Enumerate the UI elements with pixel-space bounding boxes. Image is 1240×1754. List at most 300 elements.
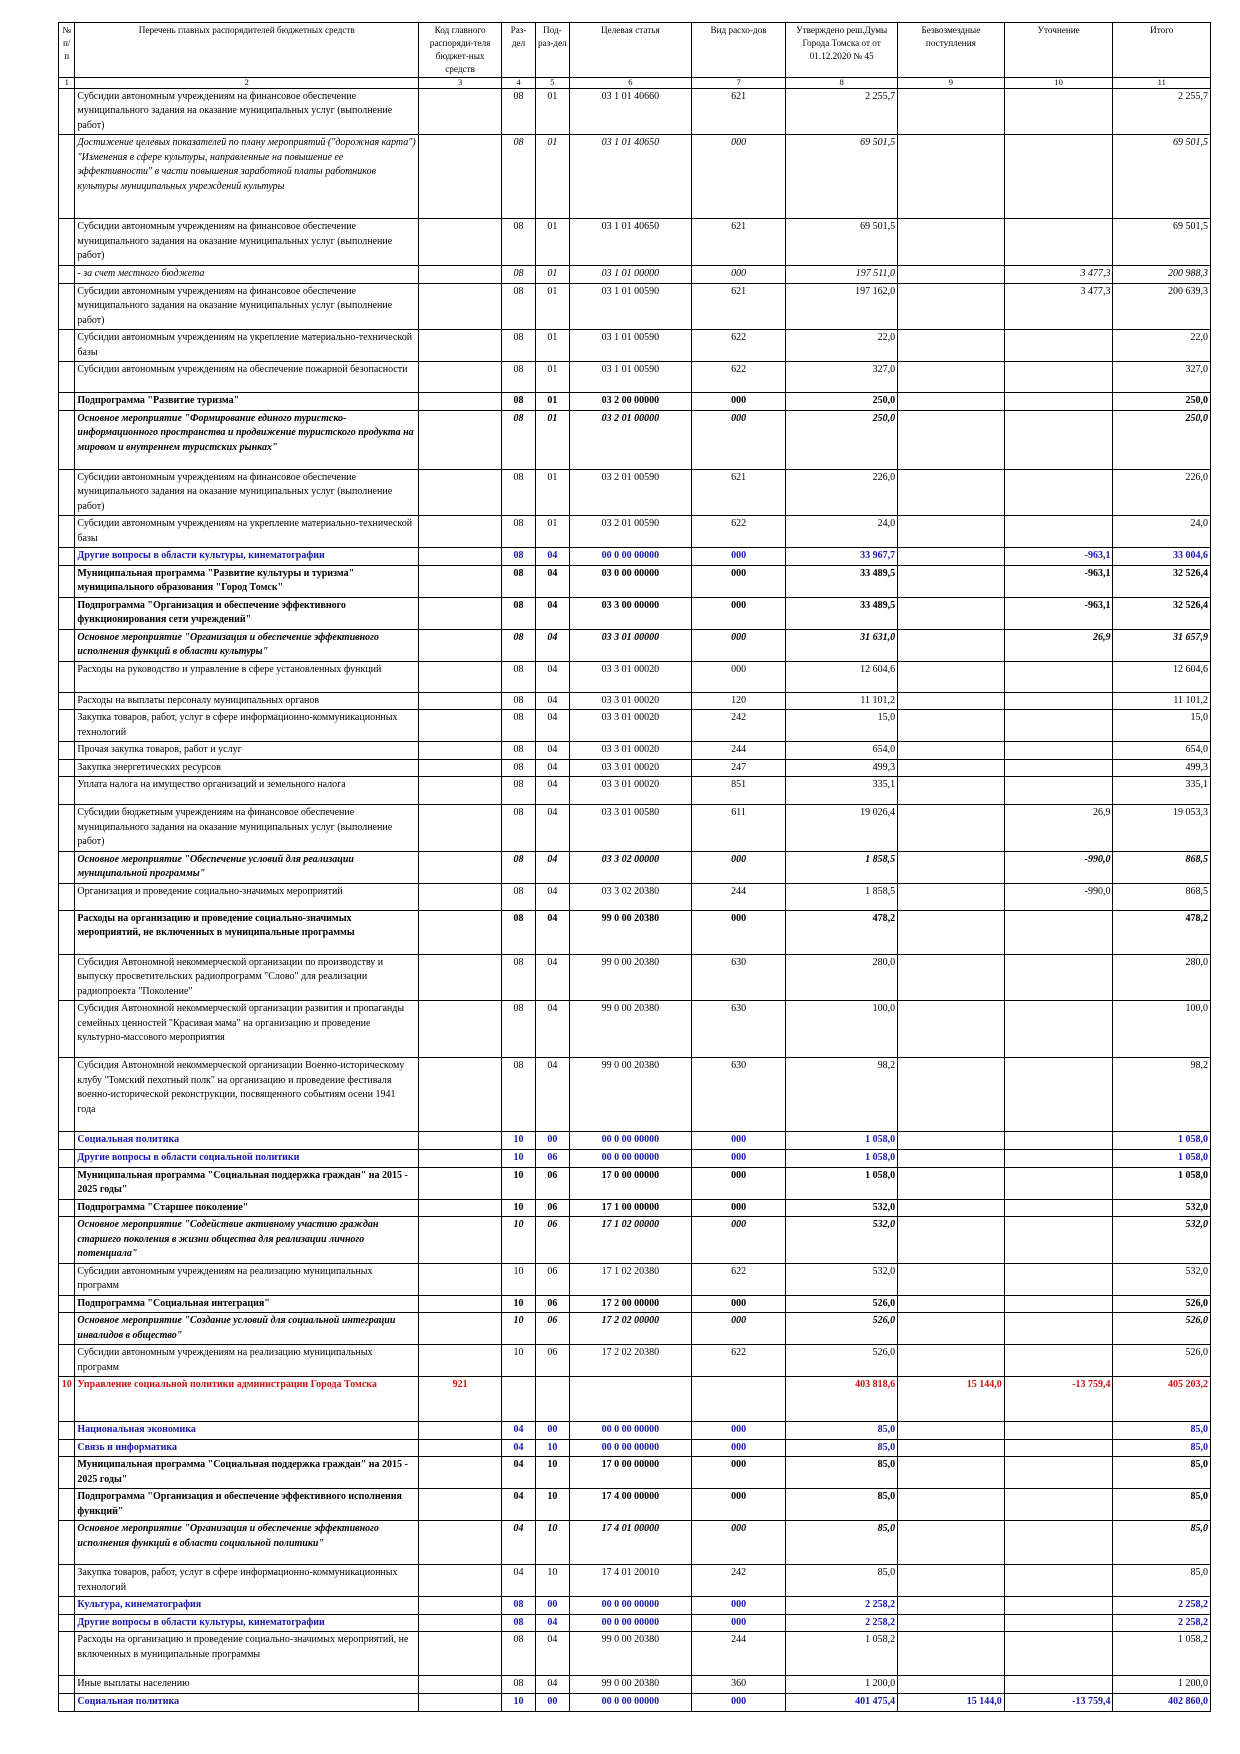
razdel-code: 08 <box>502 565 536 597</box>
adjustment-amount <box>1004 954 1113 1001</box>
total-amount: 250,0 <box>1113 410 1211 469</box>
item-name: Основное мероприятие "Формирование единого туристско-информационного пространства и продвижение туристского продукта на мировом и внутреннем туристских рынках" <box>75 410 419 469</box>
grants-amount <box>898 1263 1005 1295</box>
col-header-target-article: Целевая статья <box>569 23 691 78</box>
adjustment-amount <box>1004 1295 1113 1313</box>
razdel-code: 10 <box>502 1345 536 1377</box>
total-amount: 499,3 <box>1113 759 1211 777</box>
grants-amount <box>898 692 1005 710</box>
row-number <box>59 1263 75 1295</box>
admin-code <box>419 1217 502 1264</box>
total-amount: 200 988,3 <box>1113 265 1211 283</box>
razdel-code: 08 <box>502 265 536 283</box>
row-number <box>59 742 75 760</box>
adjustment-amount <box>1004 1150 1113 1168</box>
target-article-code: 03 2 00 00000 <box>569 393 691 411</box>
approved-amount: 85,0 <box>786 1439 898 1457</box>
table-row <box>59 1167 1211 1199</box>
table-row <box>59 88 1211 135</box>
item-name: Социальная политика <box>75 1132 419 1150</box>
razdel-code: 10 <box>502 1693 536 1711</box>
admin-code <box>419 393 502 411</box>
col-number: 8 <box>786 77 898 88</box>
razdel-code: 04 <box>502 1422 536 1440</box>
table-row <box>59 1632 1211 1676</box>
adjustment-amount: -990,0 <box>1004 851 1113 883</box>
target-article-code: 17 4 00 00000 <box>569 1489 691 1521</box>
approved-amount: 33 489,5 <box>786 597 898 629</box>
approved-amount: 85,0 <box>786 1565 898 1597</box>
admin-code <box>419 1132 502 1150</box>
razdel-code: 08 <box>502 362 536 393</box>
col-header-name: Перечень главных распорядителей бюджетных средств <box>75 23 419 78</box>
admin-code <box>419 1422 502 1440</box>
podrazdel-code: 04 <box>535 1632 569 1676</box>
expense-type-code: 621 <box>691 469 785 516</box>
target-article-code: 03 1 01 00000 <box>569 265 691 283</box>
expense-type-code: 851 <box>691 777 785 805</box>
grants-amount <box>898 362 1005 393</box>
col-header-no: № п/п <box>59 23 75 78</box>
row-number <box>59 759 75 777</box>
item-name: - за счет местного бюджета <box>75 265 419 283</box>
grants-amount <box>898 265 1005 283</box>
col-header-total: Итого <box>1113 23 1211 78</box>
expense-type-code: 622 <box>691 362 785 393</box>
row-number <box>59 1521 75 1565</box>
total-amount: 335,1 <box>1113 777 1211 805</box>
item-name: Основное мероприятие "Обеспечение условий для реализации муниципальной программы" <box>75 851 419 883</box>
table-row <box>59 1597 1211 1615</box>
item-name: Подпрограмма "Организация и обеспечение эффективного функционирования сети учреждений" <box>75 597 419 629</box>
expense-type-code: 000 <box>691 1422 785 1440</box>
row-number <box>59 1565 75 1597</box>
grants-amount <box>898 1439 1005 1457</box>
adjustment-amount <box>1004 410 1113 469</box>
admin-code <box>419 1676 502 1694</box>
approved-amount: 1 200,0 <box>786 1676 898 1694</box>
table-row <box>59 1217 1211 1264</box>
podrazdel-code: 06 <box>535 1217 569 1264</box>
expense-type-code: 622 <box>691 516 785 548</box>
total-amount: 19 053,3 <box>1113 805 1211 852</box>
row-number <box>59 910 75 954</box>
grants-amount <box>898 805 1005 852</box>
target-article-code: 03 1 01 00590 <box>569 362 691 393</box>
grants-amount <box>898 516 1005 548</box>
expense-type-code: 000 <box>691 565 785 597</box>
target-article-code: 03 1 01 40650 <box>569 219 691 266</box>
grants-amount <box>898 1217 1005 1264</box>
total-amount: 85,0 <box>1113 1457 1211 1489</box>
table-row <box>59 1693 1211 1711</box>
approved-amount: 100,0 <box>786 1001 898 1058</box>
row-number <box>59 1614 75 1632</box>
adjustment-amount <box>1004 516 1113 548</box>
col-number: 3 <box>419 77 502 88</box>
target-article-code: 03 1 01 00590 <box>569 330 691 362</box>
row-number <box>59 1676 75 1694</box>
grants-amount <box>898 410 1005 469</box>
expense-type-code: 611 <box>691 805 785 852</box>
podrazdel-code: 01 <box>535 135 569 219</box>
expense-type-code: 244 <box>691 1632 785 1676</box>
table-row <box>59 1263 1211 1295</box>
target-article-code: 03 0 00 00000 <box>569 565 691 597</box>
total-amount: 250,0 <box>1113 393 1211 411</box>
razdel-code: 04 <box>502 1521 536 1565</box>
target-article-code: 99 0 00 20380 <box>569 1632 691 1676</box>
admin-code <box>419 1150 502 1168</box>
admin-code <box>419 851 502 883</box>
item-name: Основное мероприятие "Организация и обеспечение эффективного исполнения функций в области социальной политики" <box>75 1521 419 1565</box>
admin-code <box>419 1345 502 1377</box>
grants-amount <box>898 1295 1005 1313</box>
approved-amount: 22,0 <box>786 330 898 362</box>
adjustment-amount <box>1004 1597 1113 1615</box>
grants-amount <box>898 910 1005 954</box>
approved-amount: 403 818,6 <box>786 1377 898 1422</box>
podrazdel-code: 01 <box>535 362 569 393</box>
approved-amount: 1 858,5 <box>786 851 898 883</box>
expense-type-code: 000 <box>691 1217 785 1264</box>
total-amount: 69 501,5 <box>1113 135 1211 219</box>
target-article-code: 00 0 00 00000 <box>569 1132 691 1150</box>
approved-amount: 327,0 <box>786 362 898 393</box>
total-amount: 868,5 <box>1113 851 1211 883</box>
item-name: Подпрограмма "Социальная интеграция" <box>75 1295 419 1313</box>
total-amount: 33 004,6 <box>1113 548 1211 566</box>
admin-code <box>419 910 502 954</box>
total-amount: 31 657,9 <box>1113 629 1211 661</box>
adjustment-amount <box>1004 1345 1113 1377</box>
table-row <box>59 1422 1211 1440</box>
target-article-code: 03 3 01 00020 <box>569 759 691 777</box>
podrazdel-code: 04 <box>535 742 569 760</box>
row-number <box>59 410 75 469</box>
row-number <box>59 883 75 910</box>
podrazdel-code: 06 <box>535 1295 569 1313</box>
expense-type-code: 622 <box>691 1345 785 1377</box>
admin-code <box>419 516 502 548</box>
razdel-code: 08 <box>502 135 536 219</box>
item-name: Закупка товаров, работ, услуг в сфере информационно-коммуникационных технологий <box>75 710 419 742</box>
table-row <box>59 1489 1211 1521</box>
target-article-code: 03 3 02 00000 <box>569 851 691 883</box>
razdel-code: 08 <box>502 516 536 548</box>
approved-amount: 532,0 <box>786 1217 898 1264</box>
razdel-code <box>502 1377 536 1422</box>
expense-type-code: 244 <box>691 883 785 910</box>
adjustment-amount <box>1004 1263 1113 1295</box>
target-article-code: 03 2 01 00000 <box>569 410 691 469</box>
grants-amount <box>898 1676 1005 1694</box>
razdel-code: 08 <box>502 851 536 883</box>
adjustment-amount: 3 477,3 <box>1004 265 1113 283</box>
expense-type-code: 242 <box>691 710 785 742</box>
total-amount: 1 058,2 <box>1113 1632 1211 1676</box>
table-row <box>59 661 1211 692</box>
adjustment-amount: 26,9 <box>1004 629 1113 661</box>
approved-amount: 11 101,2 <box>786 692 898 710</box>
row-number <box>59 469 75 516</box>
table-row <box>59 1150 1211 1168</box>
podrazdel-code: 00 <box>535 1422 569 1440</box>
row-number <box>59 851 75 883</box>
approved-amount: 1 058,0 <box>786 1150 898 1168</box>
grants-amount <box>898 1058 1005 1132</box>
item-name: Подпрограмма "Организация и обеспечение эффективного исполнения функций" <box>75 1489 419 1521</box>
grants-amount <box>898 1422 1005 1440</box>
target-article-code: 03 3 01 00020 <box>569 742 691 760</box>
podrazdel-code: 04 <box>535 597 569 629</box>
podrazdel-code: 01 <box>535 283 569 330</box>
row-number <box>59 1489 75 1521</box>
approved-amount: 15,0 <box>786 710 898 742</box>
razdel-code: 08 <box>502 1597 536 1615</box>
column-number-row <box>59 77 1211 88</box>
table-row <box>59 1676 1211 1694</box>
item-name: Достижение целевых показателей по плану мероприятий ("дорожная карта") "Изменения в сфере культуры, направленные на повышение ее эффективности" в части повышения заработной платы работников культуры муниципальных учреждений культуры <box>75 135 419 219</box>
table-row <box>59 692 1211 710</box>
approved-amount: 197 511,0 <box>786 265 898 283</box>
row-number <box>59 1693 75 1711</box>
item-name: Субсидии бюджетным учреждениям на финансовое обеспечение муниципального задания на оказание муниципальных услуг (выполнение работ) <box>75 805 419 852</box>
admin-code <box>419 565 502 597</box>
podrazdel-code: 04 <box>535 565 569 597</box>
target-article-code: 99 0 00 20380 <box>569 1058 691 1132</box>
expense-type-code <box>691 1377 785 1422</box>
item-name: Уплата налога на имущество организаций и земельного налога <box>75 777 419 805</box>
total-amount: 85,0 <box>1113 1565 1211 1597</box>
expense-type-code: 000 <box>691 1614 785 1632</box>
target-article-code: 00 0 00 00000 <box>569 1422 691 1440</box>
total-amount: 2 258,2 <box>1113 1597 1211 1615</box>
expense-type-code: 000 <box>691 1167 785 1199</box>
grants-amount <box>898 1614 1005 1632</box>
grants-amount <box>898 1001 1005 1058</box>
expense-type-code: 000 <box>691 1199 785 1217</box>
podrazdel-code: 10 <box>535 1521 569 1565</box>
podrazdel-code: 04 <box>535 777 569 805</box>
podrazdel-code: 01 <box>535 410 569 469</box>
approved-amount: 401 475,4 <box>786 1693 898 1711</box>
podrazdel-code: 01 <box>535 265 569 283</box>
total-amount: 532,0 <box>1113 1199 1211 1217</box>
expense-type-code: 000 <box>691 1521 785 1565</box>
approved-amount: 1 058,0 <box>786 1167 898 1199</box>
razdel-code: 10 <box>502 1199 536 1217</box>
adjustment-amount <box>1004 1439 1113 1457</box>
total-amount: 1 200,0 <box>1113 1676 1211 1694</box>
grants-amount <box>898 469 1005 516</box>
admin-code <box>419 469 502 516</box>
adjustment-amount <box>1004 1614 1113 1632</box>
adjustment-amount <box>1004 692 1113 710</box>
admin-code <box>419 1457 502 1489</box>
admin-code <box>419 1489 502 1521</box>
target-article-code: 03 1 01 00590 <box>569 283 691 330</box>
podrazdel-code: 00 <box>535 1597 569 1615</box>
podrazdel-code: 04 <box>535 883 569 910</box>
expense-type-code: 630 <box>691 954 785 1001</box>
expense-type-code: 621 <box>691 283 785 330</box>
item-name: Прочая закупка товаров, работ и услуг <box>75 742 419 760</box>
adjustment-amount: -990,0 <box>1004 883 1113 910</box>
row-number <box>59 135 75 219</box>
target-article-code: 99 0 00 20380 <box>569 910 691 954</box>
adjustment-amount <box>1004 759 1113 777</box>
expense-type-code: 360 <box>691 1676 785 1694</box>
approved-amount: 24,0 <box>786 516 898 548</box>
col-number: 10 <box>1004 77 1113 88</box>
adjustment-amount <box>1004 910 1113 954</box>
razdel-code: 08 <box>502 283 536 330</box>
adjustment-amount <box>1004 1489 1113 1521</box>
approved-amount: 335,1 <box>786 777 898 805</box>
razdel-code: 10 <box>502 1150 536 1168</box>
razdel-code: 08 <box>502 1632 536 1676</box>
approved-amount: 526,0 <box>786 1295 898 1313</box>
admin-code <box>419 265 502 283</box>
grants-amount <box>898 548 1005 566</box>
podrazdel-code: 04 <box>535 1676 569 1694</box>
table-row <box>59 759 1211 777</box>
row-number <box>59 1632 75 1676</box>
approved-amount: 33 489,5 <box>786 565 898 597</box>
admin-code <box>419 629 502 661</box>
table-row <box>59 565 1211 597</box>
adjustment-amount <box>1004 1167 1113 1199</box>
razdel-code: 10 <box>502 1217 536 1264</box>
approved-amount: 85,0 <box>786 1521 898 1565</box>
budget-table <box>58 22 1211 1712</box>
table-row <box>59 851 1211 883</box>
row-number <box>59 1150 75 1168</box>
target-article-code: 99 0 00 20380 <box>569 1001 691 1058</box>
adjustment-amount <box>1004 1457 1113 1489</box>
table-row <box>59 283 1211 330</box>
total-amount: 32 526,4 <box>1113 597 1211 629</box>
razdel-code: 08 <box>502 710 536 742</box>
target-article-code: 03 1 01 40650 <box>569 135 691 219</box>
approved-amount: 499,3 <box>786 759 898 777</box>
podrazdel-code <box>535 1377 569 1422</box>
podrazdel-code: 10 <box>535 1439 569 1457</box>
admin-code <box>419 88 502 135</box>
adjustment-amount: -13 759,4 <box>1004 1377 1113 1422</box>
table-row <box>59 777 1211 805</box>
adjustment-amount <box>1004 1632 1113 1676</box>
approved-amount: 250,0 <box>786 410 898 469</box>
grants-amount <box>898 597 1005 629</box>
item-name: Основное мероприятие "Организация и обеспечение эффективного исполнения функций в области культуры" <box>75 629 419 661</box>
admin-code <box>419 777 502 805</box>
expense-type-code: 244 <box>691 742 785 760</box>
item-name: Муниципальная программа "Социальная поддержка граждан" на 2015 - 2025 годы" <box>75 1167 419 1199</box>
item-name: Субсидии автономным учреждениям на укрепление материально-технической базы <box>75 516 419 548</box>
item-name: Расходы на организацию и проведение социально-значимых мероприятий, не включенных в муниципальные программы <box>75 1632 419 1676</box>
admin-code <box>419 1167 502 1199</box>
podrazdel-code: 06 <box>535 1313 569 1345</box>
col-number: 11 <box>1113 77 1211 88</box>
grants-amount <box>898 1150 1005 1168</box>
row-number <box>59 219 75 266</box>
expense-type-code: 000 <box>691 597 785 629</box>
total-amount: 85,0 <box>1113 1489 1211 1521</box>
podrazdel-code: 04 <box>535 1001 569 1058</box>
admin-code <box>419 692 502 710</box>
table-row <box>59 410 1211 469</box>
adjustment-amount <box>1004 1422 1113 1440</box>
admin-code <box>419 1614 502 1632</box>
approved-amount: 85,0 <box>786 1489 898 1521</box>
grants-amount <box>898 710 1005 742</box>
target-article-code: 17 4 01 20010 <box>569 1565 691 1597</box>
razdel-code: 08 <box>502 219 536 266</box>
col-header-approved: Утверждено реш.Думы Города Томска от от 01.12.2020 № 45 <box>786 23 898 78</box>
table-row <box>59 1565 1211 1597</box>
total-amount: 22,0 <box>1113 330 1211 362</box>
adjustment-amount <box>1004 469 1113 516</box>
total-amount: 200 639,3 <box>1113 283 1211 330</box>
razdel-code: 04 <box>502 1489 536 1521</box>
row-number <box>59 88 75 135</box>
table-row <box>59 1521 1211 1565</box>
target-article-code: 17 1 02 00000 <box>569 1217 691 1264</box>
table-row <box>59 629 1211 661</box>
admin-code <box>419 362 502 393</box>
admin-code <box>419 883 502 910</box>
target-article-code: 00 0 00 00000 <box>569 1614 691 1632</box>
podrazdel-code: 01 <box>535 393 569 411</box>
approved-amount: 654,0 <box>786 742 898 760</box>
row-number: 10 <box>59 1377 75 1422</box>
table-row <box>59 883 1211 910</box>
col-header-razdel: Раз-дел <box>502 23 536 78</box>
admin-code <box>419 1199 502 1217</box>
target-article-code: 17 1 00 00000 <box>569 1199 691 1217</box>
col-number: 9 <box>898 77 1005 88</box>
total-amount: 1 058,0 <box>1113 1150 1211 1168</box>
podrazdel-code: 00 <box>535 1693 569 1711</box>
podrazdel-code: 06 <box>535 1167 569 1199</box>
razdel-code: 08 <box>502 805 536 852</box>
row-number <box>59 265 75 283</box>
item-name: Субсидии автономным учреждениям на финансовое обеспечение муниципального задания на оказание муниципальных услуг (выполнение работ) <box>75 88 419 135</box>
grants-amount <box>898 1521 1005 1565</box>
total-amount: 478,2 <box>1113 910 1211 954</box>
table-row <box>59 1313 1211 1345</box>
col-number: 2 <box>75 77 419 88</box>
expense-type-code: 000 <box>691 393 785 411</box>
approved-amount: 280,0 <box>786 954 898 1001</box>
item-name: Субсидии автономным учреждениям на финансовое обеспечение муниципального задания на оказание муниципальных услуг (выполнение работ) <box>75 283 419 330</box>
row-number <box>59 1217 75 1264</box>
total-amount: 405 203,2 <box>1113 1377 1211 1422</box>
table-row <box>59 742 1211 760</box>
podrazdel-code: 04 <box>535 661 569 692</box>
target-article-code: 00 0 00 00000 <box>569 548 691 566</box>
admin-code <box>419 219 502 266</box>
grants-amount <box>898 851 1005 883</box>
row-number <box>59 1167 75 1199</box>
grants-amount <box>898 883 1005 910</box>
item-name: Управление социальной политики администрации Города Томска <box>75 1377 419 1422</box>
admin-code <box>419 759 502 777</box>
approved-amount: 85,0 <box>786 1457 898 1489</box>
razdel-code: 08 <box>502 661 536 692</box>
